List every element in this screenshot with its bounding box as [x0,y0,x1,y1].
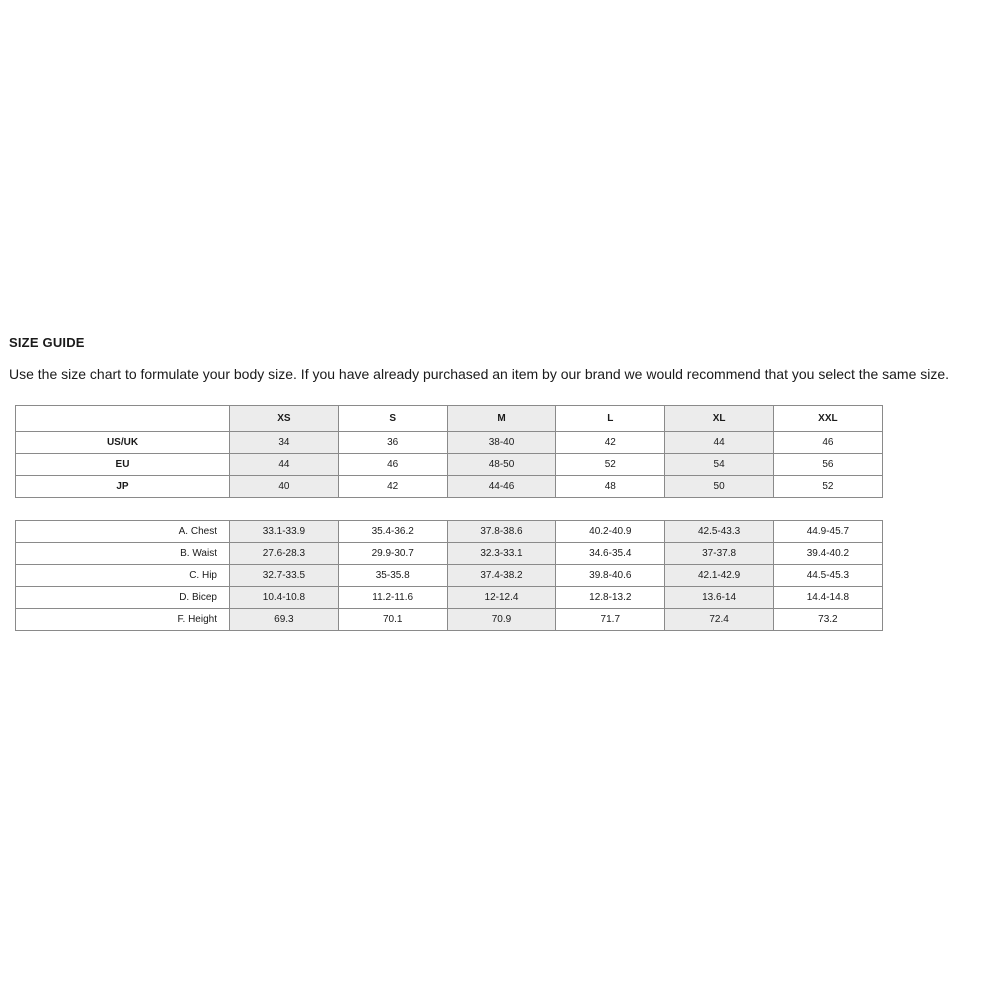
table-cell: 42.5-43.3 [665,521,774,543]
table-cell: 40 [230,476,339,498]
row-label-chest: A. Chest [16,521,230,543]
table-cell: 35.4-36.2 [338,521,447,543]
table-cell: 72.4 [665,609,774,631]
table-cell: 37.8-38.6 [447,521,556,543]
table-cell: 52 [773,476,882,498]
table-row [16,609,883,631]
table-cell: 34.6-35.4 [556,543,665,565]
table-cell: 33.1-33.9 [230,521,339,543]
table-cell: 29.9-30.7 [338,543,447,565]
table-cell: 44 [665,432,774,454]
table-cell: 27.6-28.3 [230,543,339,565]
body-measurements-table [15,520,883,631]
size-header-xs: XS [230,406,339,432]
size-header-xl: XL [665,406,774,432]
row-label-height: F. Height [16,609,230,631]
table-cell: 70.9 [447,609,556,631]
table-cell: 44.5-45.3 [773,565,882,587]
size-guide-intro: Use the size chart to formulate your body size. If you have already purchased an item by our brand we would recommend that you select the same size. [9,366,950,382]
table-cell: 40.2-40.9 [556,521,665,543]
table-cell: 69.3 [230,609,339,631]
row-label-jp: JP [16,476,230,498]
table-cell: 71.7 [556,609,665,631]
table-cell: 56 [773,454,882,476]
size-header-xxl: XXL [773,406,882,432]
table-cell: 14.4-14.8 [773,587,882,609]
table-cell: 54 [665,454,774,476]
table-cell: 37.4-38.2 [447,565,556,587]
page-title: SIZE GUIDE [9,335,85,350]
table-cell: 42 [556,432,665,454]
table-cell: 39.4-40.2 [773,543,882,565]
table-cell: 12.8-13.2 [556,587,665,609]
table-row [16,543,883,565]
table-cell: 13.6-14 [665,587,774,609]
table-cell: 38-40 [447,432,556,454]
row-label-eu: EU [16,454,230,476]
table-cell: 39.8-40.6 [556,565,665,587]
table-cell: 48 [556,476,665,498]
size-header-s: S [338,406,447,432]
table-cell: 11.2-11.6 [338,587,447,609]
size-header-l: L [556,406,665,432]
table-cell: 32.7-33.5 [230,565,339,587]
size-conversion-table [15,405,883,498]
table-cell: 32.3-33.1 [447,543,556,565]
table-cell: 44.9-45.7 [773,521,882,543]
table-row [16,454,883,476]
size-header-row [16,406,883,432]
row-label-us-uk: US/UK [16,432,230,454]
table-cell: 44-46 [447,476,556,498]
row-label-waist: B. Waist [16,543,230,565]
table-cell: 46 [338,454,447,476]
table-cell: 12-12.4 [447,587,556,609]
table-row [16,565,883,587]
header-empty-cell [16,406,230,432]
table-cell: 35-35.8 [338,565,447,587]
table-cell: 10.4-10.8 [230,587,339,609]
table-cell: 34 [230,432,339,454]
table-cell: 44 [230,454,339,476]
size-header-m: M [447,406,556,432]
table-cell: 46 [773,432,882,454]
table-cell: 42.1-42.9 [665,565,774,587]
row-label-bicep: D. Bicep [16,587,230,609]
table-row [16,476,883,498]
table-cell: 50 [665,476,774,498]
row-label-hip: C. Hip [16,565,230,587]
table-cell: 48-50 [447,454,556,476]
table-cell: 73.2 [773,609,882,631]
table-row [16,521,883,543]
table-cell: 36 [338,432,447,454]
table-cell: 42 [338,476,447,498]
table-row [16,432,883,454]
table-row [16,587,883,609]
table-cell: 52 [556,454,665,476]
table-cell: 70.1 [338,609,447,631]
table-cell: 37-37.8 [665,543,774,565]
